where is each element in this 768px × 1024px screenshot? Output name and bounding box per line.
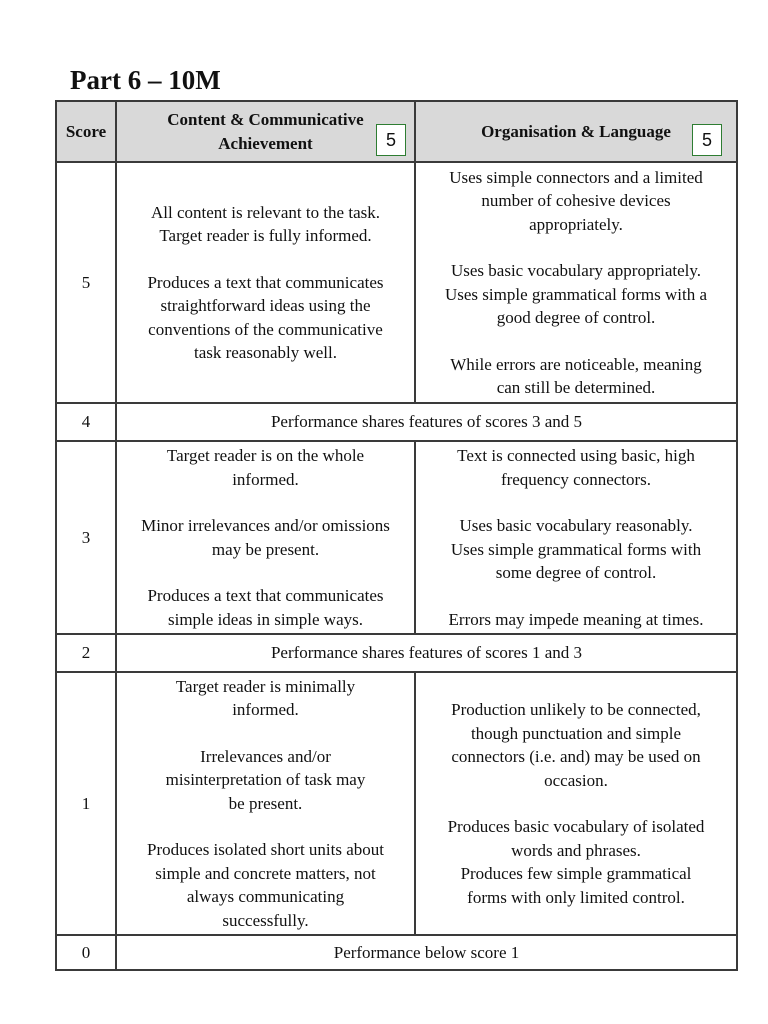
descriptor-line: Target reader is minimally <box>175 676 356 696</box>
descriptor-line: Produces a text that communicates <box>147 586 384 605</box>
descriptor-line: Errors may impede meaning at times. <box>448 609 704 629</box>
table-row-score-5 <box>56 162 737 403</box>
score-cell: 2 <box>56 634 116 672</box>
content-cell-score-1 <box>116 672 415 935</box>
descriptor-line: straightforward ideas using the <box>160 296 371 315</box>
shared-features-cell: Performance shares features of scores 3 and 5 <box>116 403 737 441</box>
descriptor-line: be present. <box>228 793 303 813</box>
descriptor-line: Produces few simple grammatical <box>460 864 692 883</box>
table-row-score-3 <box>56 441 737 634</box>
descriptor-line: Produces isolated short units about <box>146 840 385 860</box>
content-cell-score-3 <box>116 441 415 634</box>
header-content-line-2: Achievement <box>218 133 313 153</box>
descriptor-line: Text is connected using basic, high <box>457 446 695 465</box>
table-row-score-4 <box>56 403 737 441</box>
score-cell: 0 <box>56 935 116 970</box>
descriptor-line: conventions of the communicative <box>148 319 383 339</box>
descriptor-line: informed. <box>232 469 299 489</box>
organisation-cell-score-1 <box>415 672 737 935</box>
descriptor-line: informed. <box>232 700 299 720</box>
descriptor-line: While errors are noticeable, meaning <box>450 354 702 374</box>
descriptor-line: appropriately. <box>529 214 623 234</box>
header-organisation <box>415 101 737 162</box>
descriptor-line: Produces basic vocabulary of isolated <box>447 817 705 836</box>
marking-rubric-table <box>55 100 738 971</box>
descriptor-line: frequency connectors. <box>500 469 652 489</box>
descriptor-line: simple and concrete matters, not <box>155 863 376 883</box>
descriptor-line: though punctuation and simple <box>470 723 682 743</box>
descriptor-line: Uses simple grammatical forms with a <box>444 284 708 304</box>
descriptor-line: words and phrases. <box>511 840 641 860</box>
shared-features-cell: Performance shares features of scores 1 and 3 <box>116 634 737 672</box>
descriptor-line: Uses basic vocabulary appropriately. <box>450 261 702 280</box>
header-content-line-1: Content & Communicative <box>167 110 364 129</box>
descriptor-line: Target reader is fully informed. <box>159 226 372 245</box>
descriptor-line: simple ideas in simple ways. <box>167 609 363 629</box>
descriptor-line: Minor irrelevances and/or omissions <box>141 516 390 535</box>
descriptor-line: Irrelevances and/or <box>200 746 331 766</box>
descriptor-line: number of cohesive devices <box>481 191 671 210</box>
organisation-mark-box[interactable]: 5 <box>692 124 722 156</box>
table-row-score-0 <box>56 935 737 970</box>
descriptor-line: good degree of control. <box>496 308 656 327</box>
below-score-cell: Performance below score 1 <box>116 935 737 970</box>
header-organisation-label: Organisation & Language <box>481 121 671 141</box>
descriptor-line: Produces a text that communicates <box>147 272 384 292</box>
page-title: Part 6 – 10M <box>70 65 221 95</box>
score-cell: 5 <box>56 162 116 403</box>
header-row <box>56 101 737 162</box>
score-cell: 4 <box>56 403 116 441</box>
table-row-score-1 <box>56 672 737 935</box>
descriptor-line: misinterpretation of task may <box>165 770 366 790</box>
header-score: Score <box>56 101 116 162</box>
organisation-cell-score-3 <box>415 441 737 634</box>
header-content <box>116 101 415 162</box>
descriptor-line: Uses simple connectors and a limited <box>449 167 703 187</box>
descriptor-line: some degree of control. <box>495 563 657 582</box>
descriptor-line: Target reader is on the whole <box>166 446 365 465</box>
score-cell: 3 <box>56 441 116 634</box>
descriptor-line: may be present. <box>211 539 320 559</box>
descriptor-line: connectors (i.e. and) may be used on <box>451 747 701 766</box>
descriptor-line: always communicating <box>186 887 345 907</box>
content-cell-score-5 <box>116 162 415 403</box>
descriptor-line: Uses simple grammatical forms with <box>450 539 702 559</box>
descriptor-line: task reasonably well. <box>193 343 338 362</box>
descriptor-line: forms with only limited control. <box>467 887 685 907</box>
descriptor-line: Uses basic vocabulary reasonably. <box>459 516 693 535</box>
descriptor-line: can still be determined. <box>496 378 656 397</box>
table-row-score-2 <box>56 634 737 672</box>
organisation-cell-score-5 <box>415 162 737 403</box>
descriptor-line: All content is relevant to the task. <box>151 202 380 222</box>
descriptor-line: Production unlikely to be connected, <box>451 700 701 719</box>
content-mark-box[interactable]: 5 <box>376 124 406 156</box>
descriptor-line: occasion. <box>544 770 608 790</box>
descriptor-line: successfully. <box>222 910 309 930</box>
score-cell: 1 <box>56 672 116 935</box>
